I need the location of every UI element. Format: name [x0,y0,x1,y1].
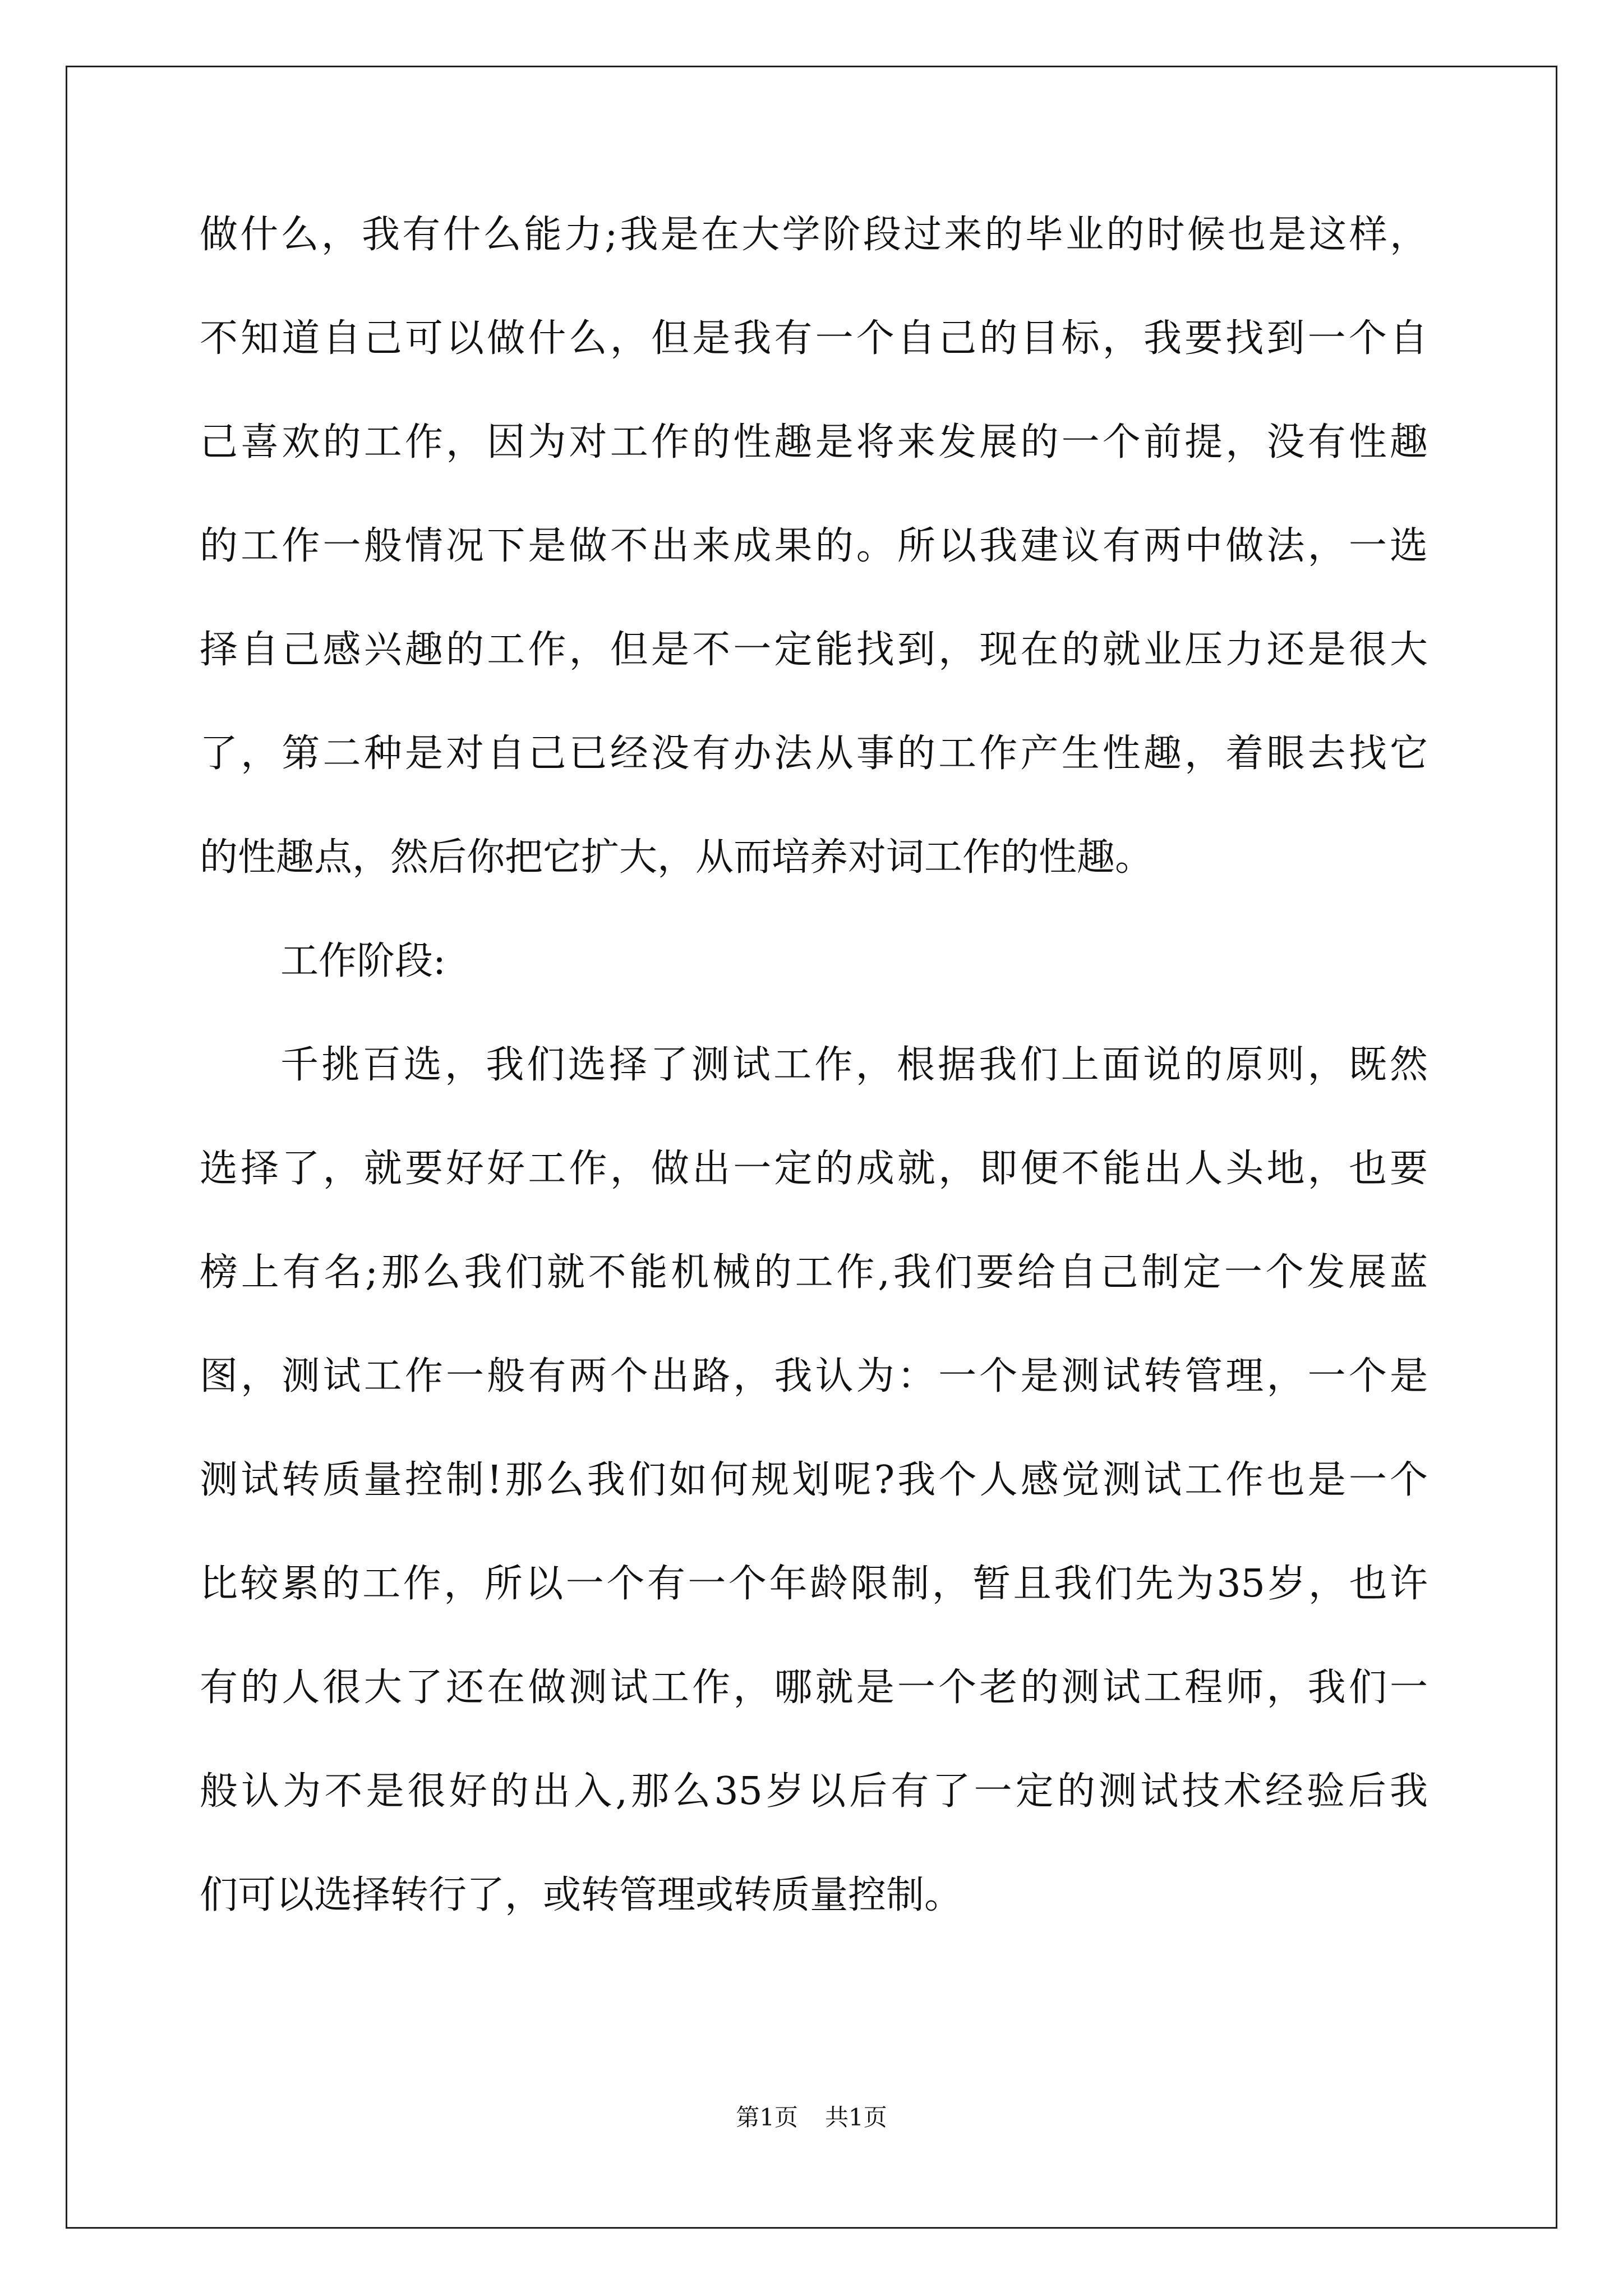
text-line: 们可以选择转行了，或转管理或转质量控制。 [200,1873,963,1917]
text-line: 榜上有名;那么我们就不能机械的工作,我们要给自己制定一个发展蓝 [200,1250,1428,1295]
text-line: 测试转质量控制!那么我们如何规划呢?我个人感觉测试工作也是一个 [200,1458,1428,1502]
text-line: 做什么，我有什么能力;我是在大学阶段过来的毕业的时候也是这样， [200,213,1428,257]
text-line: 千挑百选，我们选择了测试工作，根据我们上面说的原则，既然 [280,1043,1428,1087]
text-line: 有的人很大了还在做测试工作，哪就是一个老的测试工程师，我们一 [200,1665,1428,1710]
page-total: 共1页 [825,2104,887,2131]
text-line: 般认为不是很好的出入,那么35岁以后有了一定的测试技术经验后我 [200,1769,1428,1814]
text-line: 择自己感兴趣的工作，但是不一定能找到，现在的就业压力还是很大 [200,628,1428,672]
text-line: 己喜欢的工作，因为对工作的性趣是将来发展的一个前提，没有性趣 [200,420,1428,464]
text-line: 比较累的工作，所以一个有一个年龄限制，暂且我们先为35岁，也许 [200,1562,1428,1606]
text-line: 不知道自己可以做什么，但是我有一个自己的目标，我要找到一个自 [200,316,1428,361]
page-footer [0,2101,1623,2134]
text-line: 选择了，就要好好工作，做出一定的成就，即便不能出人头地，也要 [200,1147,1428,1191]
text-line: 的工作一般情况下是做不出来成果的。所以我建议有两中做法，一选 [200,524,1428,568]
text-line: 了，第二种是对自己已经没有办法从事的工作产生性趣，着眼去找它 [200,731,1428,776]
text-line: 图，测试工作一般有两个出路，我认为：一个是测试转管理，一个是 [200,1354,1428,1398]
text-line: 的性趣点，然后你把它扩大，从而培养对词工作的性趣。 [200,835,1154,880]
document-body [200,204,1428,1968]
section-heading: 工作阶段: [280,939,446,983]
page-number: 第1页 [736,2104,798,2131]
